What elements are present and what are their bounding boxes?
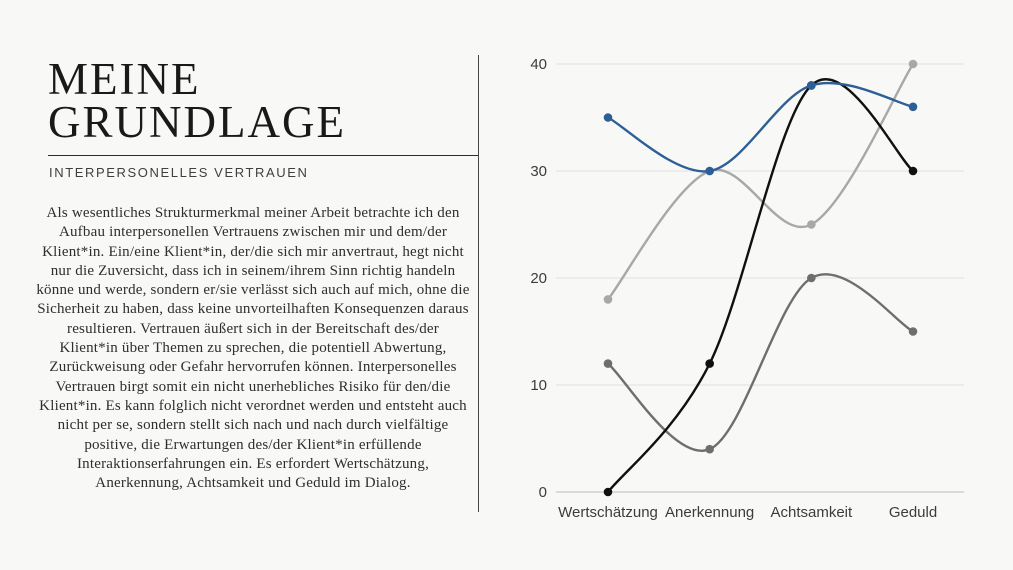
- black-line-point-3: [909, 167, 918, 176]
- black-line-point-1: [705, 359, 714, 368]
- dark-gray-line-point-3: [909, 327, 918, 336]
- dark-gray-line-point-2: [807, 274, 816, 283]
- y-tick-label-0: 0: [538, 484, 547, 501]
- blue-line-point-1: [705, 167, 714, 176]
- title-divider-rule: [48, 155, 478, 156]
- x-category-label-1: Anerkennung: [665, 504, 755, 521]
- x-category-label-2: Achtsamkeit: [770, 504, 853, 521]
- blue-line-path: [608, 83, 913, 171]
- light-gray-line-point-3: [909, 60, 918, 69]
- x-category-label-0: Wertschätzung: [558, 504, 658, 521]
- light-gray-line-point-2: [807, 220, 816, 229]
- y-tick-label-30: 30: [530, 163, 547, 180]
- blue-line-point-0: [604, 113, 613, 122]
- dark-gray-line-point-1: [705, 445, 714, 454]
- y-tick-label-40: 40: [530, 56, 547, 73]
- y-tick-label-20: 20: [530, 270, 547, 287]
- trust-line-chart: [490, 30, 1013, 540]
- light-gray-line-path: [608, 64, 913, 299]
- x-category-label-3: Geduld: [888, 504, 938, 521]
- blue-line-point-2: [807, 81, 816, 90]
- black-line-path: [608, 79, 913, 492]
- y-tick-label-10: 10: [530, 377, 547, 394]
- black-line-point-0: [604, 488, 613, 497]
- light-gray-line-point-0: [604, 295, 613, 304]
- body-paragraph: Als wesentliches Strukturmerkmal meiner Arbeit betrachte ich den Aufbau interpersonellen Vertrauens zwischen mir und dem/der Klient*in. Ein/eine Klient*in, der/die sich mir anvertraut, hegt nicht nur die Zuversicht, dass ich in seinem/ihrem Sinn richtig handeln könne und werde, sondern er/sie verlässt sich auch auf mich, ohne die Sicherheit zu haben, dass keine unvorteilhaften Konsequenzen daraus resultieren. Vertrauen äußert sich in der Bereitschaft des/der Klient*in über Themen zu sprechen, die potentiell Abwertung, Zurückweisung oder Gefahr hervorrufen können. Interpersonelles Vertrauen birgt somit ein nicht unerhebliches Risiko für den/die Klient*in. Es kann folglich nicht verordnet werden und entsteht auch nicht per se, sondern stellt sich nach und nach durch vielfältige positive, die Erwartungen des/der Klient*in erfüllende Interaktionserfahrungen ein. Es erfordert Wertschätzung, Anerkennung, Achtsamkeit und Geduld im Dialog.: [36, 205, 470, 492]
- dark-gray-line-point-0: [604, 359, 613, 368]
- text-column: [36, 0, 470, 570]
- vertical-divider-rule: [478, 55, 479, 512]
- page-title-line1: MEINE: [48, 54, 201, 104]
- blue-line-point-3: [909, 103, 918, 112]
- chart-area: [490, 30, 1013, 540]
- page-title: [48, 54, 346, 147]
- page-title-line2: GRUNDLAGE: [48, 97, 346, 147]
- dark-gray-line-path: [608, 274, 913, 451]
- slide-subtitle: INTERPERSONELLES VERTRAUEN: [49, 165, 309, 180]
